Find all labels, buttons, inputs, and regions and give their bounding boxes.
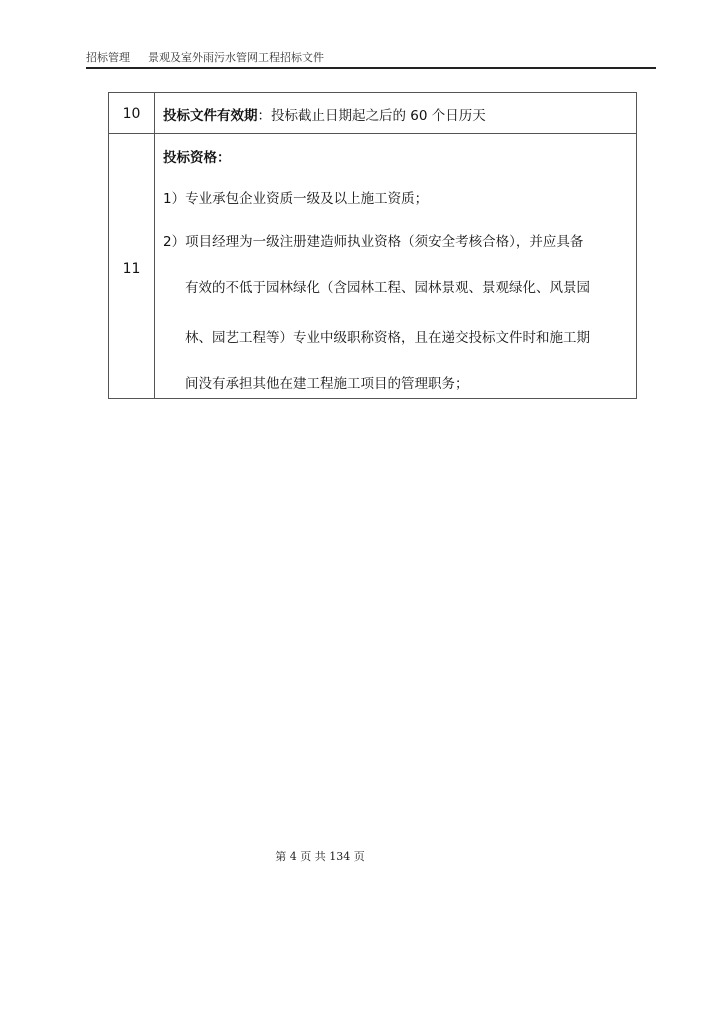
validity-period-text	[163, 107, 486, 125]
qualification-item-continued: 林、园艺工程等）专业中级职称资格，且在递交投标文件时和施工期	[185, 330, 590, 346]
column-divider	[154, 93, 155, 398]
qualification-label: 投标资格：	[163, 150, 231, 166]
requirements-table	[108, 92, 637, 399]
qualification-item: 1）专业承包企业资质一级及以上施工资质；	[163, 191, 429, 207]
page-number: 第 4 页 共 134 页	[275, 850, 365, 863]
validity-period-label: 投标文件有效期	[163, 108, 258, 124]
header-document-title: 景观及室外雨污水管网工程招标文件	[148, 51, 324, 64]
row-number: 10	[122, 106, 141, 122]
qualification-item-continued: 有效的不低于园林绿化（含园林工程、园林景观、景观绿化、风景园	[185, 280, 590, 296]
row-number: 11	[122, 261, 141, 277]
qualification-item-continued: 间没有承担其他在建工程施工项目的管理职务；	[185, 376, 469, 392]
header-section-label: 招标管理	[86, 51, 130, 64]
qualification-item: 2）项目经理为一级注册建造师执业资格（须安全考核合格），并应具备	[163, 234, 584, 250]
validity-period-value: ：投标截止日期起之后的 60 个日历天	[257, 108, 486, 124]
page-header	[86, 49, 656, 69]
